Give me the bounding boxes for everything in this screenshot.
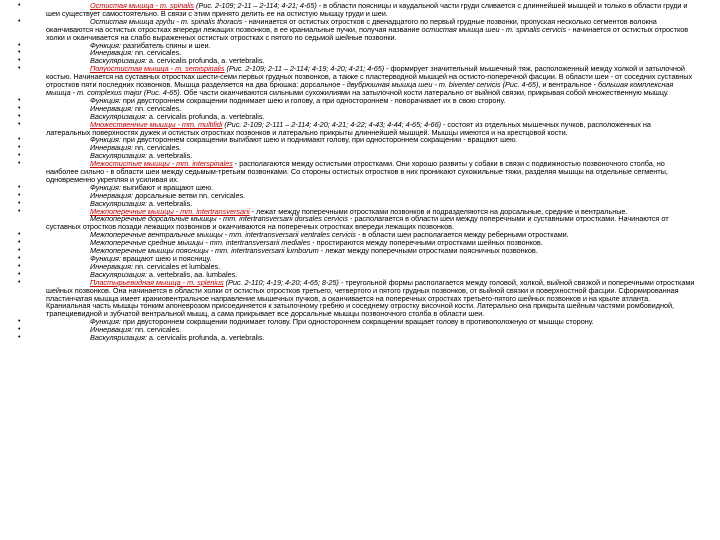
italic-term: Остистая мышца груди - m. spinalis thoracis — [90, 16, 243, 26]
italic-term: Иннервация: — [90, 103, 133, 113]
italic-term: (Рис. 2-110; 4-19; 4-20; 4-65; 8-25) — [223, 277, 341, 287]
italic-term: Функция: — [90, 95, 121, 105]
body-text: при двустороннем сокращении поднимает шею и голову, а при одностороннем - поворачивает их в свою сторону. — [120, 95, 506, 105]
paragraph — [46, 121, 696, 137]
paragraph — [46, 160, 696, 184]
body-text: , и вентральное - — [538, 80, 599, 90]
paragraph — [46, 18, 696, 42]
body-text: . Обе части оканчиваются сильными сухожилиями на затылочной кости латерально от выйной связки, прикрывая собой множественную мышцу. — [179, 87, 669, 97]
italic-term: Межпоперечные средние мышцы - mm. intertransversarii mediales — [90, 238, 311, 248]
italic-term: Васкуляризация: — [90, 269, 147, 279]
body-text: - лежат между поперечными отростками позвонков и подразделяются на дорсальные, средние и вентральные. — [249, 206, 628, 216]
italic-term: Васкуляризация: — [90, 198, 147, 208]
italic-term: остистая мышца шеи - m. spinalis cervicis — [421, 24, 567, 34]
italic-term: Васкуляризация: — [90, 56, 147, 66]
italic-term: Функция: — [90, 182, 121, 192]
body-text: - в области поясницы и каудальной части груди сливается с длиннейшей мышцей и только в области груди и шеи существует самостоятельно. В связи с этим принято делить ее на остистую мышцу груди и шеи. — [46, 1, 688, 18]
italic-term: (Рис. 2-109; 2-11 – 2-114; 4-21; 4-65) — [194, 1, 319, 10]
italic-term: (Рис. 2-109; 2-11 – 2-114; 4-19; 4-20; 4-21; 4-65) — [224, 64, 387, 74]
italic-term: большая комплексная мышца - m. complexus major (Рис. 4-65) — [46, 80, 674, 97]
italic-term: Межпоперечные мышцы поясницы - mm. intertransversarii lumborum — [90, 246, 319, 256]
italic-term: Межпоперечные дорсальные мышцы - mm. intertransversarii dorsales cervicis — [90, 214, 348, 224]
body-text: a. cervicalis profunda, a. vertebralis. — [146, 111, 265, 121]
muscle-heading: Межпоперечные мышцы - mm. intertransversarii — [90, 206, 250, 216]
body-text: a. vertebralis, aa. lumbales. — [146, 269, 238, 279]
body-text: - начинается от остистых отростков с двенадцатого по первый грудные позвонки, пропуская несколько сегментов волокна оканчиваются на остистых отростках впереди лежащих позвонков, в ее краниальные пучки, получая название — [46, 16, 657, 34]
muscle-heading: Множественные мышцы - mm. multifidi — [90, 119, 223, 129]
italic-term: Васкуляризация: — [90, 151, 147, 161]
paragraph — [46, 2, 696, 18]
body-text: - лежат между поперечными отростками поясничных позвонков. — [318, 246, 538, 256]
body-text: выгибают и вращают шею. — [120, 182, 214, 192]
muscle-heading: Межостистые мышцы - mm. interspinales — [90, 159, 233, 169]
body-text: - формирует значительный мышечный тяж, расположенный между холкой и затылочной костью. Начинается на суставных отростках шести-семи первых грудных позвонков, а также с пластерводной мышцей на остисто-поперечной фасции. В области шеи - от соседних суставных отростков пяти последних позвонков. Мышца разделяется на два брюшка: дорсальное - — [46, 64, 693, 90]
body-text: nn. cervicales. — [132, 103, 182, 113]
italic-term: двубрюшная мышца шеи - m. biventer cervicis (Рис. 4-65) — [346, 80, 539, 90]
italic-term: Иннервация: — [90, 190, 133, 200]
italic-term: Функция: — [90, 135, 121, 145]
italic-term: (Рис. 2-109; 2-111 – 2-114; 4-20; 4-21; 4-22; 4-43; 4-44; 4-65; 4-66) — [222, 119, 443, 129]
italic-term: Иннервация: — [90, 261, 133, 271]
body-text: - состоят из отдельных мышечных пучков, расположенных на латеральных поверхностях дужек и остистых отростках позвонков и латерально прикрыты длиннейшей мышцей. Мышцы имеются и на крестцовой кости. — [46, 119, 651, 137]
paragraph — [46, 334, 696, 342]
italic-term: Иннервация: — [90, 48, 133, 58]
body-text: a. vertebralis. — [146, 198, 193, 208]
body-text: - в области шеи располагается между реберными отростками. — [355, 230, 569, 240]
muscle-heading: Остистая мышца - m. spinalis — [90, 1, 195, 10]
body-text: - располагаются между остистыми отростками. Они хорошо развиты у собаки в связи с подвижностью позвоночного столба, но наиболее сильно - в области шеи между седьмым-третьим позвонками. Со стороны остистых отростков в них проникают сухожильные тяжи, разделяя мышцы на отдельные сегменты, одновременно укрепляя и усиливая их. — [46, 159, 668, 184]
muscle-heading: Полуостистая мышца - m. semispinalis — [90, 64, 225, 74]
body-text: вращают шею и поясницу. — [120, 254, 212, 263]
body-text: nn. cervicales. — [132, 143, 182, 153]
body-text: при двустороннем сокращении выгибают шею и поднимают голову, при одностороннем сокращении - вращают шею. — [120, 135, 518, 145]
body-text: a. cervicalis profunda, a. vertebralis. — [146, 333, 265, 343]
italic-term: Функция: — [90, 40, 121, 50]
body-text: дорсальные ветви nn. cervicales. — [132, 190, 246, 200]
body-text: a. cervicalis profunda, a. vertebralis. — [146, 56, 265, 66]
body-text: - треугольной формы располагается между головой, холкой, выйной связкой и поперечными отростками шейных позвонков. Она начинается в области холки от остистых отростков третьего, четвертого и пятого грудных позвонков, от выйной связки и поверхностной фасции. Сформированная пластинчатая мышца имеет краниовентральное направление мышечных пучков, а оканчивается на поперечных отростках третьего-пятого шейных позвонков и на крыле атланта. Краниальная часть мышцы тонким апоневрозом присоединяется к затылочному гребню и соседнему отростку височной кости. Латерально она прикрыта шейным частями ромбовидной, трапециевидной и зубчатой вентральной мышц, а сама прикрывает все дорсальные мышцы позвоночного столба в области шеи. — [46, 277, 695, 319]
body-text: nn. cervicales. — [132, 48, 182, 58]
body-text: nn. cervicales et lumbales. — [132, 261, 221, 271]
italic-term: Межпоперечные вентральные мышцы - mm. intertransversarii ventrales cervicis — [90, 230, 356, 240]
italic-term: Васкуляризация: — [90, 111, 147, 121]
italic-term: Функция: — [90, 254, 121, 263]
italic-term: Иннервация: — [90, 325, 133, 335]
paragraph — [46, 279, 696, 319]
italic-term: Иннервация: — [90, 143, 133, 153]
paragraph — [46, 65, 696, 97]
muscle-heading: Пластырьевидная мышца - m. splenius — [90, 277, 224, 287]
italic-term: Функция: — [90, 317, 121, 327]
italic-term: Васкуляризация: — [90, 333, 147, 343]
body-text: nn. cervicales. — [132, 325, 182, 335]
body-text: - располагается в области шеи между поперечными и суставными отростками. Начинаются от суставных отростков позади лежащих позвонков и оканчиваются на поперечных отростках впереди лежащих позвонков. — [46, 214, 669, 232]
body-text: a. vertebralis. — [146, 151, 193, 161]
body-text: разгибатель спины и шеи. — [120, 40, 211, 50]
body-text: - простираются между поперечными отростками шейных позвонков. — [310, 238, 543, 248]
paragraph — [46, 215, 696, 231]
body-text: при двустороннем сокращении поднимает голову. При одностороннем сокращении вращает голову в противоположную от мышцы сторону. — [120, 317, 594, 327]
body-text: - начинается от остистых отростков холки и оканчивается на слабо выраженных остистых отростках с пятого по седьмой шейные позвонки. — [46, 24, 689, 42]
